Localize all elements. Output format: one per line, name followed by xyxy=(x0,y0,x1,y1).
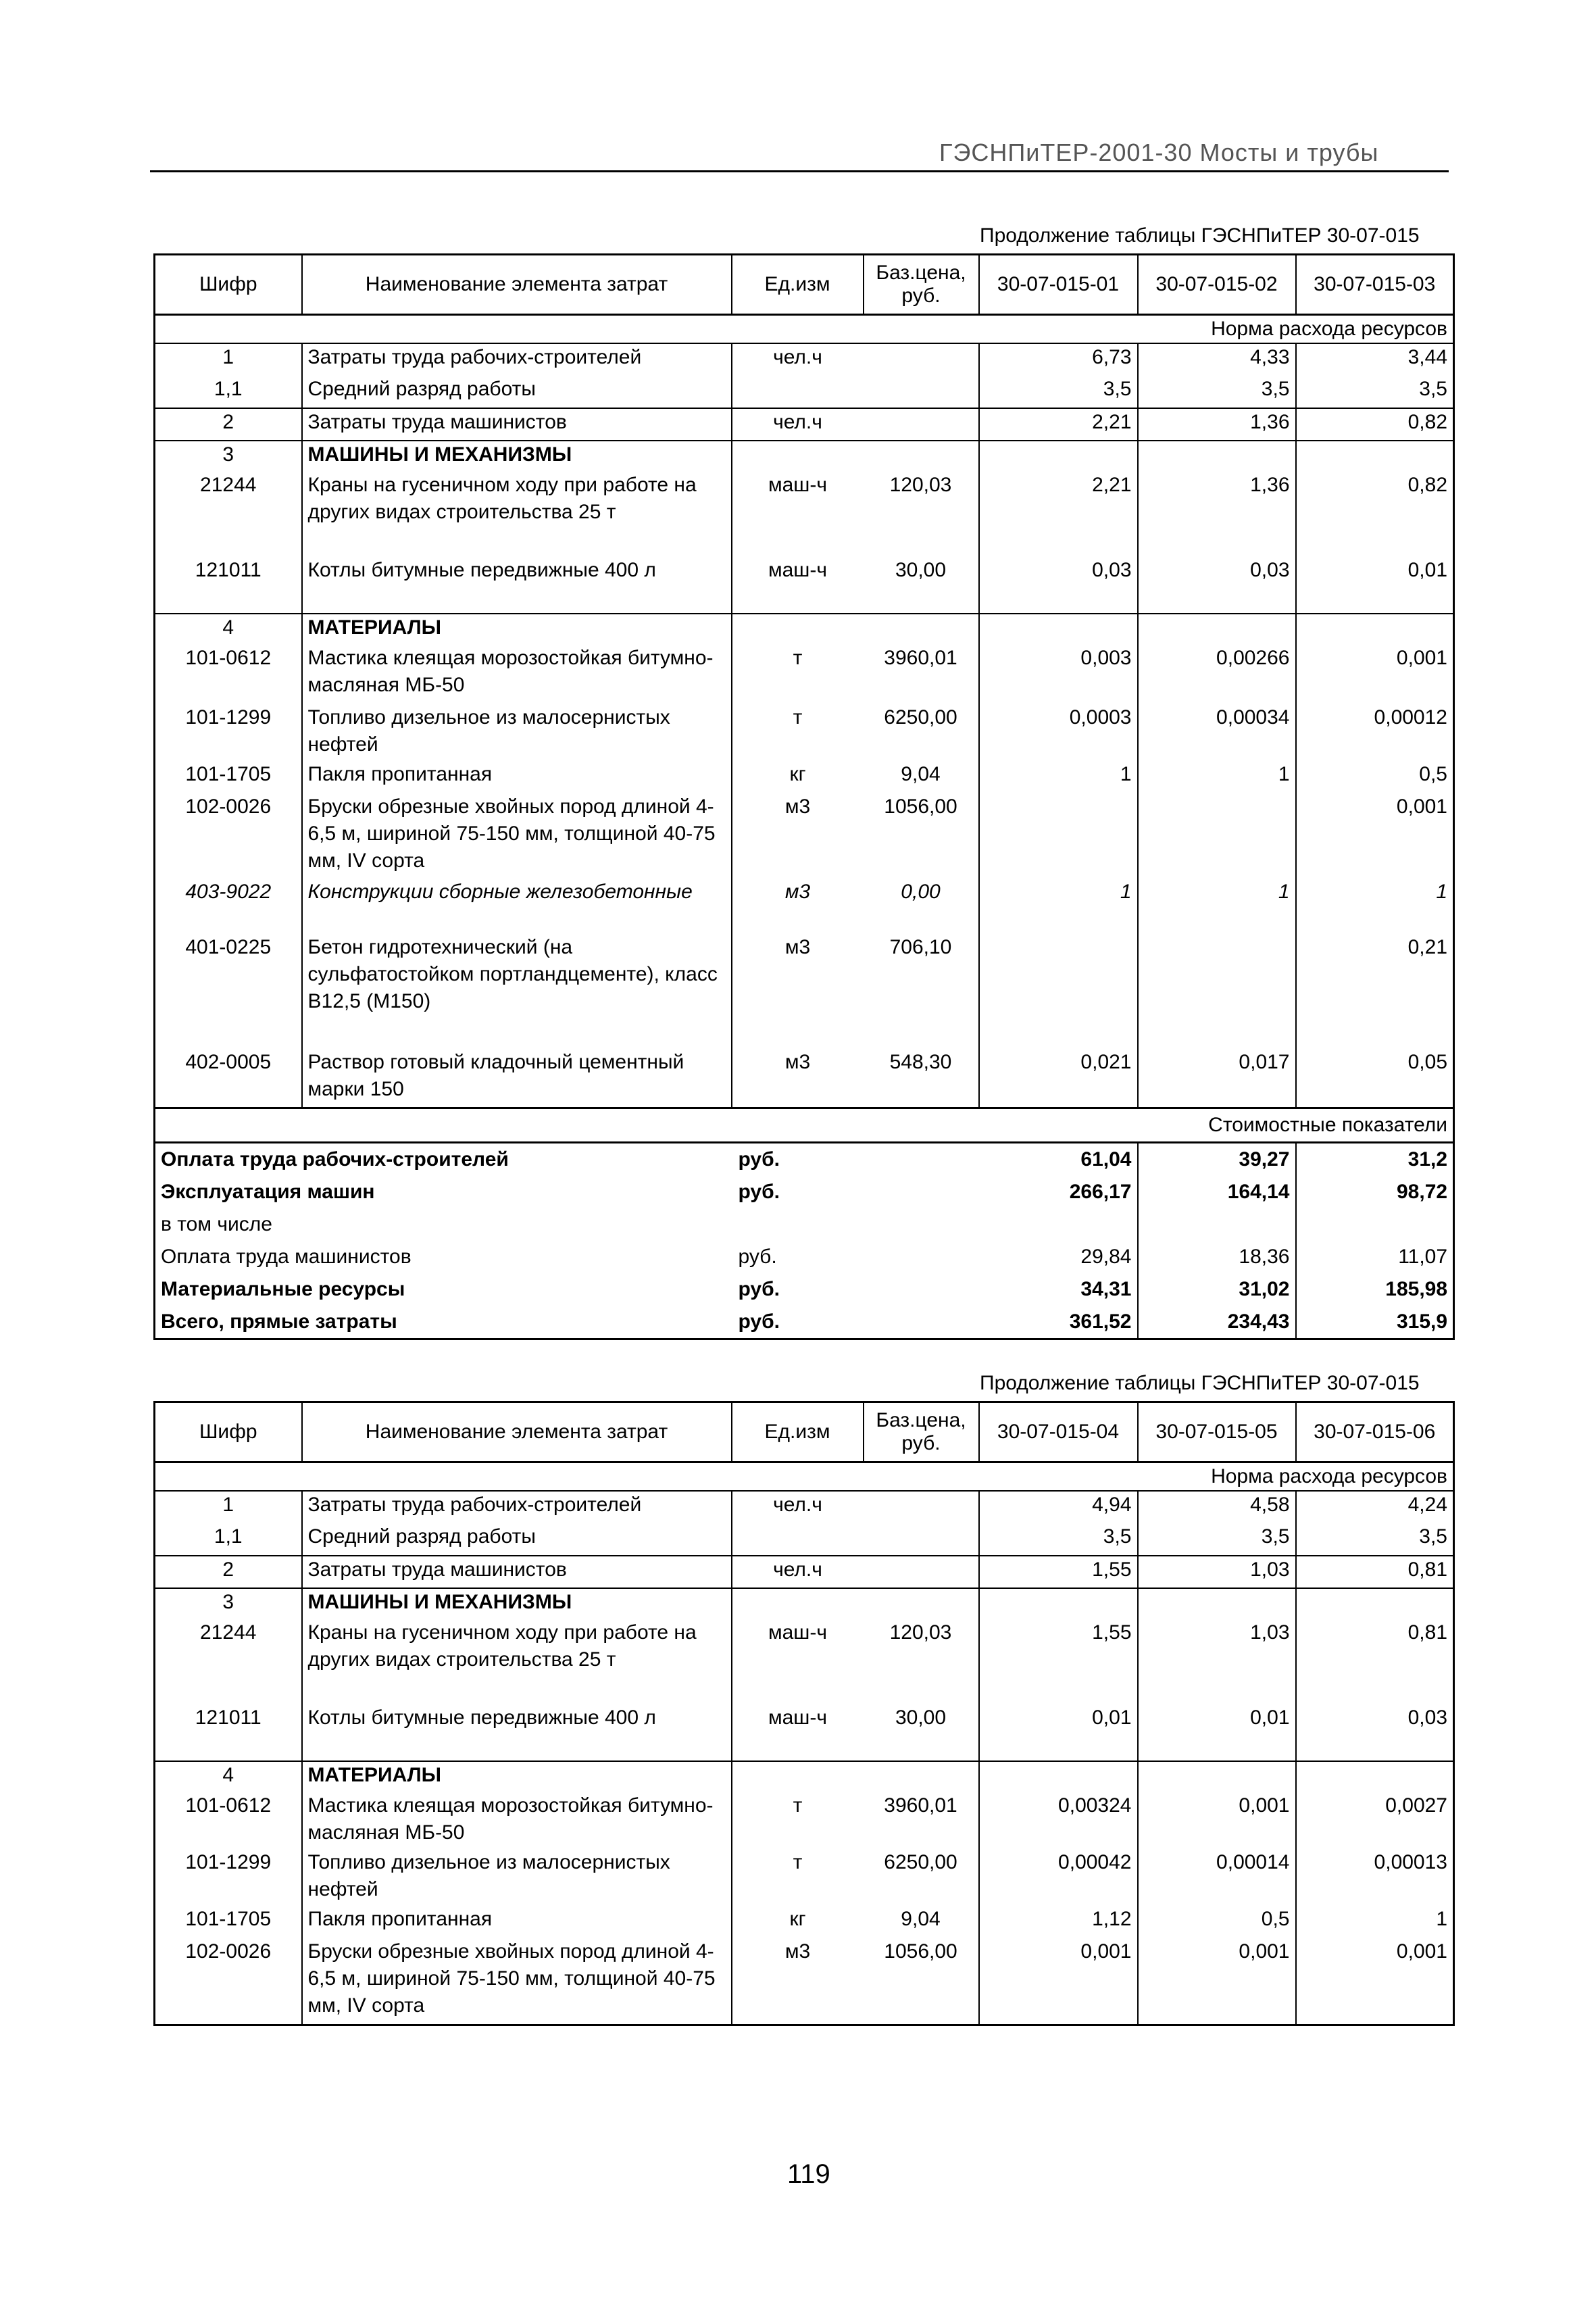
row-unit: т xyxy=(793,647,803,669)
row-value: 0,05 xyxy=(1296,1049,1454,1107)
row-code: 1,1 xyxy=(155,1523,302,1556)
row-name: Котлы битумные передвижные 400 л xyxy=(302,1704,732,1761)
row-value: 0,00042 xyxy=(979,1849,1138,1906)
row-value: 0,001 xyxy=(1138,1792,1296,1849)
row-code: 21244 xyxy=(155,1619,302,1704)
row-code: 121011 xyxy=(155,1704,302,1761)
row-value: 0,001 xyxy=(979,1938,1138,2025)
row-unit: м3 xyxy=(732,1938,864,2025)
row-code: 402-0005 xyxy=(155,1049,302,1107)
row-value: 0,01 xyxy=(1138,1704,1296,1761)
row-value: 4,94 xyxy=(979,1491,1138,1523)
row-price: 1056,00 xyxy=(864,793,979,879)
row-code: 4 xyxy=(155,614,302,645)
row-price xyxy=(864,1523,979,1556)
row-price: 6250,00 xyxy=(864,704,979,761)
cost-value: 29,84 xyxy=(979,1241,1138,1273)
cost-value: 234,43 xyxy=(1138,1306,1296,1339)
row-unit: маш-ч xyxy=(768,1706,827,1729)
cost-row xyxy=(155,1208,1454,1241)
cost-value: 31,2 xyxy=(1296,1143,1454,1177)
cost-header-row xyxy=(155,1108,1454,1143)
table1-grid xyxy=(153,253,1455,1107)
row-value: 3,5 xyxy=(1138,376,1296,408)
row-value: 0,00014 xyxy=(1138,1849,1296,1906)
cost-value xyxy=(1296,1208,1454,1241)
row-value: 0,001 xyxy=(1296,645,1454,704)
table-row xyxy=(155,704,1454,761)
row-unit: м3 xyxy=(784,881,811,903)
row-value: 0,00034 xyxy=(1138,704,1296,761)
row-value: 1,36 xyxy=(1138,408,1296,441)
cost-spacer xyxy=(864,1306,979,1339)
row-code: 101-1705 xyxy=(155,761,302,793)
section-row xyxy=(155,441,1454,472)
cost-unit: руб. xyxy=(738,1181,780,1203)
cost-value: 39,27 xyxy=(1138,1143,1296,1177)
row-value: 4,24 xyxy=(1296,1491,1454,1523)
table-row xyxy=(155,1556,1454,1588)
row-name: Пакля пропитанная xyxy=(302,761,732,793)
row-unit: кг xyxy=(789,1908,806,1930)
row-value xyxy=(979,614,1138,645)
table-row xyxy=(155,1619,1454,1704)
row-value: 1 xyxy=(1296,879,1454,934)
row-value xyxy=(979,793,1138,879)
col-name-header: Наименование элемента затрат xyxy=(302,255,732,315)
section-title: МАТЕРИАЛЫ xyxy=(302,614,732,645)
row-value: 0,82 xyxy=(1296,408,1454,441)
row-value: 0,81 xyxy=(1296,1556,1454,1588)
row-price: 3960,01 xyxy=(864,645,979,704)
norm-label: Норма расхода ресурсов xyxy=(155,315,1454,344)
col-unit-header: Ед.изм xyxy=(732,1402,864,1462)
row-code: 3 xyxy=(155,1588,302,1619)
row-name: Мастика клеящая морозостойкая битумно-масляная МБ-50 xyxy=(302,645,732,704)
row-value: 0,82 xyxy=(1296,472,1454,557)
cost-value: 31,02 xyxy=(1138,1273,1296,1306)
row-value: 0,001 xyxy=(1296,793,1454,879)
row-value: 0,03 xyxy=(979,557,1138,614)
cost-value xyxy=(979,1208,1138,1241)
row-value: 1 xyxy=(1138,879,1296,934)
col-code-header: Шифр xyxy=(155,1402,302,1462)
cost-value: 61,04 xyxy=(979,1143,1138,1177)
row-value: 0,01 xyxy=(979,1704,1138,1761)
col-code-4: 30-07-015-04 xyxy=(979,1402,1138,1462)
row-name: Конструкции сборные железобетонные xyxy=(302,879,732,934)
row-unit xyxy=(732,1588,864,1619)
row-value xyxy=(1296,441,1454,472)
cost-name: Оплата труда машинистов xyxy=(155,1241,732,1273)
row-value xyxy=(1138,614,1296,645)
row-price xyxy=(864,1588,979,1619)
table1-norm-row xyxy=(155,315,1454,344)
section-row xyxy=(155,1588,1454,1619)
row-value: 1 xyxy=(1138,761,1296,793)
cost-row xyxy=(155,1241,1454,1273)
row-value: 0,0003 xyxy=(979,704,1138,761)
row-price: 6250,00 xyxy=(864,1849,979,1906)
row-value: 1 xyxy=(1296,1906,1454,1938)
col-code-3: 30-07-015-03 xyxy=(1296,255,1454,315)
row-value: 2,21 xyxy=(979,472,1138,557)
row-code: 101-1299 xyxy=(155,704,302,761)
row-price xyxy=(864,441,979,472)
row-value: 3,5 xyxy=(1296,1523,1454,1556)
table-row xyxy=(155,343,1454,376)
row-name: Бруски обрезные хвойных пород длиной 4-6,5 м, шириной 75-150 мм, толщиной 40-75 мм, IV сорта xyxy=(302,1938,732,2025)
row-value: 0,00324 xyxy=(979,1792,1138,1849)
table2-norm-row xyxy=(155,1462,1454,1492)
table1-cost-grid xyxy=(153,1107,1455,1340)
row-unit: т xyxy=(793,706,803,729)
row-unit: м3 xyxy=(784,1051,811,1073)
table-row xyxy=(155,879,1454,934)
row-value: 3,5 xyxy=(979,1523,1138,1556)
row-unit xyxy=(732,1761,864,1792)
row-unit: чел.ч xyxy=(773,346,822,368)
row-value: 1,55 xyxy=(979,1619,1138,1704)
row-price: 30,00 xyxy=(864,557,979,614)
row-value: 1 xyxy=(979,879,1138,934)
table-row xyxy=(155,1491,1454,1523)
row-name: Бруски обрезные хвойных пород длиной 4-6,5 м, шириной 75-150 мм, толщиной 40-75 мм, IV сорта xyxy=(302,793,732,879)
cost-unit xyxy=(732,1208,864,1241)
row-value xyxy=(1138,441,1296,472)
resource-table-1 xyxy=(153,253,1453,1340)
row-code: 21244 xyxy=(155,472,302,557)
cost-unit: руб. xyxy=(738,1246,777,1268)
col-code-header: Шифр xyxy=(155,255,302,315)
row-value xyxy=(1296,1761,1454,1792)
row-value: 0,00266 xyxy=(1138,645,1296,704)
row-value xyxy=(979,1588,1138,1619)
cost-value: 98,72 xyxy=(1296,1176,1454,1208)
row-value xyxy=(979,934,1138,1049)
row-unit: кг xyxy=(789,763,806,785)
row-price xyxy=(864,376,979,408)
col-code-2: 30-07-015-02 xyxy=(1138,255,1296,315)
row-code: 1 xyxy=(155,1491,302,1523)
row-value xyxy=(1138,934,1296,1049)
table-row xyxy=(155,1704,1454,1761)
row-value: 1,55 xyxy=(979,1556,1138,1588)
row-value: 1 xyxy=(979,761,1138,793)
row-value: 3,44 xyxy=(1296,343,1454,376)
row-unit: т xyxy=(793,1851,803,1873)
cost-unit: руб. xyxy=(738,1148,780,1171)
row-code: 1 xyxy=(155,343,302,376)
col-code-5: 30-07-015-05 xyxy=(1138,1402,1296,1462)
row-unit: т xyxy=(793,1794,803,1817)
row-price: 9,04 xyxy=(864,1906,979,1938)
row-name: Затраты труда рабочих-строителей xyxy=(302,343,732,376)
row-value: 0,0027 xyxy=(1296,1792,1454,1849)
col-price-header: Баз.цена, руб. xyxy=(864,255,979,315)
row-value: 0,03 xyxy=(1138,557,1296,614)
cost-name: в том числе xyxy=(155,1208,732,1241)
table-row xyxy=(155,408,1454,441)
cost-spacer xyxy=(864,1241,979,1273)
row-price xyxy=(864,1761,979,1792)
section-title: МАТЕРИАЛЫ xyxy=(302,1761,732,1792)
row-price xyxy=(864,343,979,376)
row-unit xyxy=(732,1523,864,1556)
section-row xyxy=(155,614,1454,645)
row-value: 0,03 xyxy=(1296,1704,1454,1761)
row-unit xyxy=(732,441,864,472)
row-value xyxy=(979,1761,1138,1792)
cost-value: 185,98 xyxy=(1296,1273,1454,1306)
row-unit: маш-ч xyxy=(768,559,827,581)
table2-grid xyxy=(153,1401,1455,2026)
row-value: 0,01 xyxy=(1296,557,1454,614)
table-row xyxy=(155,1523,1454,1556)
row-price: 120,03 xyxy=(864,472,979,557)
col-code-1: 30-07-015-01 xyxy=(979,255,1138,315)
row-value: 0,5 xyxy=(1138,1906,1296,1938)
row-unit: м3 xyxy=(784,936,811,958)
row-value xyxy=(1138,1761,1296,1792)
cost-row xyxy=(155,1273,1454,1306)
row-value: 0,021 xyxy=(979,1049,1138,1107)
row-name: Мастика клеящая морозостойкая битумно-масляная МБ-50 xyxy=(302,1792,732,1849)
row-value: 0,001 xyxy=(1138,1938,1296,2025)
row-unit: маш-ч xyxy=(768,474,827,496)
cost-spacer xyxy=(864,1176,979,1208)
col-name-header: Наименование элемента затрат xyxy=(302,1402,732,1462)
row-price xyxy=(864,1556,979,1588)
row-value: 6,73 xyxy=(979,343,1138,376)
row-value: 3,5 xyxy=(1296,376,1454,408)
table-row xyxy=(155,793,1454,879)
row-value: 3,5 xyxy=(1138,1523,1296,1556)
page-number: 119 xyxy=(787,2159,830,2189)
row-code: 101-0612 xyxy=(155,645,302,704)
row-code: 2 xyxy=(155,408,302,441)
row-value: 2,21 xyxy=(979,408,1138,441)
table-row xyxy=(155,1792,1454,1849)
row-value xyxy=(979,441,1138,472)
row-code: 121011 xyxy=(155,557,302,614)
row-code: 2 xyxy=(155,1556,302,1588)
row-unit xyxy=(732,376,864,408)
row-name: Затраты труда машинистов xyxy=(302,1556,732,1588)
cost-value: 11,07 xyxy=(1296,1241,1454,1273)
row-name: Бетон гидротехнический (на сульфатостойком портландцементе), класс В12,5 (М150) xyxy=(302,934,732,1049)
row-unit: чел.ч xyxy=(773,1494,822,1516)
row-name: Затраты труда машинистов xyxy=(302,408,732,441)
cost-value: 266,17 xyxy=(979,1176,1138,1208)
section-row xyxy=(155,1761,1454,1792)
row-code: 4 xyxy=(155,1761,302,1792)
row-value: 1,36 xyxy=(1138,472,1296,557)
cost-value: 164,14 xyxy=(1138,1176,1296,1208)
row-price: 9,04 xyxy=(864,761,979,793)
row-value: 0,00012 xyxy=(1296,704,1454,761)
cost-name: Всего, прямые затраты xyxy=(155,1306,732,1339)
table-row xyxy=(155,1906,1454,1938)
table2-header-row xyxy=(155,1402,1454,1462)
cost-unit: руб. xyxy=(738,1278,780,1300)
row-code: 1,1 xyxy=(155,376,302,408)
table-row xyxy=(155,376,1454,408)
cost-row xyxy=(155,1176,1454,1208)
row-price xyxy=(864,614,979,645)
table-row xyxy=(155,934,1454,1049)
row-unit: маш-ч xyxy=(768,1621,827,1644)
row-price: 120,03 xyxy=(864,1619,979,1704)
row-price: 548,30 xyxy=(864,1049,979,1107)
norm-label: Норма расхода ресурсов xyxy=(155,1462,1454,1492)
table-row xyxy=(155,1938,1454,2025)
table2-caption: Продолжение таблицы ГЭСНПиТЕР 30-07-015 xyxy=(980,1372,1420,1394)
row-code: 102-0026 xyxy=(155,793,302,879)
cost-unit: руб. xyxy=(732,1306,864,1339)
row-value: 1,03 xyxy=(1138,1556,1296,1588)
row-value: 0,5 xyxy=(1296,761,1454,793)
row-value: 0,81 xyxy=(1296,1619,1454,1704)
row-name: Раствор готовый кладочный цементный марки 150 xyxy=(302,1049,732,1107)
cost-name: Эксплуатация машин xyxy=(155,1176,732,1208)
row-value: 3,5 xyxy=(979,376,1138,408)
table1-caption: Продолжение таблицы ГЭСНПиТЕР 30-07-015 xyxy=(980,224,1420,247)
row-name: Средний разряд работы xyxy=(302,1523,732,1556)
row-value xyxy=(1296,1588,1454,1619)
row-value: 0,00013 xyxy=(1296,1849,1454,1906)
row-code: 401-0225 xyxy=(155,934,302,1049)
cost-name: Оплата труда рабочих-строителей xyxy=(155,1143,732,1177)
table-row xyxy=(155,761,1454,793)
row-value: 1,03 xyxy=(1138,1619,1296,1704)
table-row xyxy=(155,472,1454,557)
row-unit: чел.ч xyxy=(732,408,864,441)
row-name: Краны на гусеничном ходу при работе на других видах строительства 25 т xyxy=(302,472,732,557)
table-row xyxy=(155,645,1454,704)
row-value: 0,017 xyxy=(1138,1049,1296,1107)
row-price: 0,00 xyxy=(864,879,979,934)
row-value xyxy=(1296,614,1454,645)
table-row xyxy=(155,1049,1454,1107)
row-value: 4,58 xyxy=(1138,1491,1296,1523)
row-code: 101-1705 xyxy=(155,1906,302,1938)
row-name: Затраты труда рабочих-строителей xyxy=(302,1491,732,1523)
cost-value: 34,31 xyxy=(979,1273,1138,1306)
cost-row xyxy=(155,1306,1454,1339)
row-code: 102-0026 xyxy=(155,1938,302,2025)
table-row xyxy=(155,1849,1454,1906)
row-name: Средний разряд работы xyxy=(302,376,732,408)
cost-name: Материальные ресурсы xyxy=(155,1273,732,1306)
row-code: 3 xyxy=(155,441,302,472)
row-price xyxy=(864,1491,979,1523)
row-name: Топливо дизельное из малосернистых нефтей xyxy=(302,1849,732,1906)
row-name: Котлы битумные передвижные 400 л xyxy=(302,557,732,614)
cost-label: Стоимостные показатели xyxy=(155,1108,1454,1143)
row-code: 101-1299 xyxy=(155,1849,302,1906)
cost-value: 18,36 xyxy=(1138,1241,1296,1273)
table-row xyxy=(155,557,1454,614)
row-price: 706,10 xyxy=(864,934,979,1049)
row-price xyxy=(864,408,979,441)
row-value: 4,33 xyxy=(1138,343,1296,376)
row-unit: чел.ч xyxy=(732,1556,864,1588)
row-name: Пакля пропитанная xyxy=(302,1906,732,1938)
col-code-6: 30-07-015-06 xyxy=(1296,1402,1454,1462)
cost-value: 361,52 xyxy=(979,1306,1138,1339)
row-value: 0,001 xyxy=(1296,1938,1454,2025)
row-unit: м3 xyxy=(784,795,811,818)
col-price-header: Баз.цена, руб. xyxy=(864,1402,979,1462)
row-name: Краны на гусеничном ходу при работе на других видах строительства 25 т xyxy=(302,1619,732,1704)
resource-table-2 xyxy=(153,1401,1453,2026)
row-name: Топливо дизельное из малосернистых нефтей xyxy=(302,704,732,761)
table1-header-row xyxy=(155,255,1454,315)
cost-value xyxy=(1138,1208,1296,1241)
section-title: МАШИНЫ И МЕХАНИЗМЫ xyxy=(302,441,732,472)
row-value: 1,12 xyxy=(979,1906,1138,1938)
header-rule xyxy=(150,170,1449,172)
row-price: 30,00 xyxy=(864,1704,979,1761)
cost-spacer xyxy=(864,1143,979,1177)
row-price: 1056,00 xyxy=(864,1938,979,2025)
col-unit-header: Ед.изм xyxy=(732,255,864,315)
page-header-title: ГЭСНПиТЕР-2001-30 Мосты и трубы xyxy=(939,139,1379,166)
row-price: 3960,01 xyxy=(864,1792,979,1849)
section-title: МАШИНЫ И МЕХАНИЗМЫ xyxy=(302,1588,732,1619)
row-value xyxy=(1138,793,1296,879)
row-value xyxy=(1138,1588,1296,1619)
cost-spacer xyxy=(864,1208,979,1241)
row-unit xyxy=(732,614,864,645)
cost-row xyxy=(155,1143,1454,1177)
row-value: 0,003 xyxy=(979,645,1138,704)
cost-value: 315,9 xyxy=(1296,1306,1454,1339)
row-code: 101-0612 xyxy=(155,1792,302,1849)
cost-spacer xyxy=(864,1273,979,1306)
row-value: 0,21 xyxy=(1296,934,1454,1049)
row-code: 403-9022 xyxy=(155,879,302,934)
